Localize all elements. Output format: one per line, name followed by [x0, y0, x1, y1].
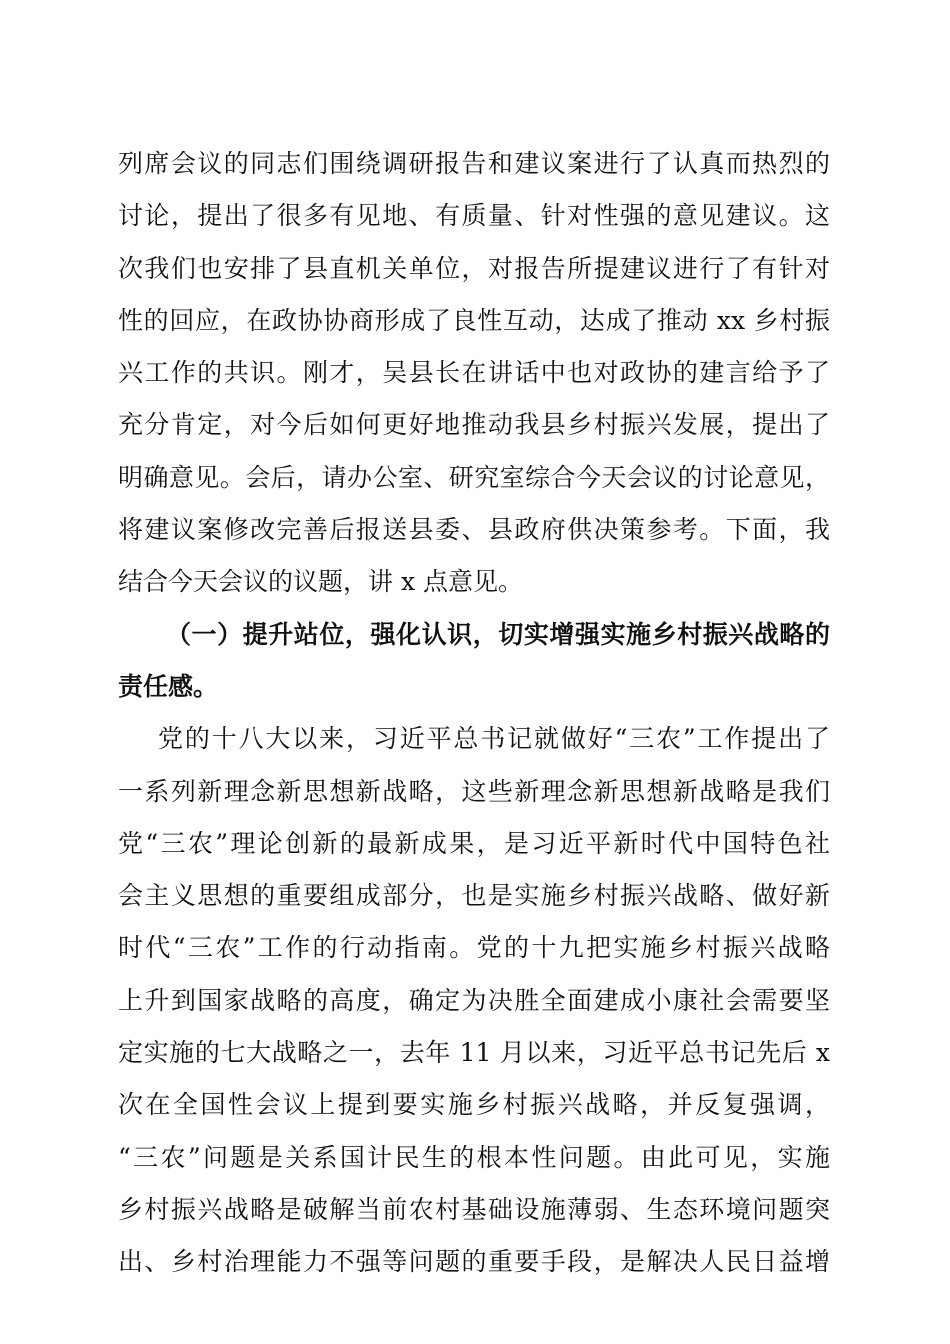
paragraph-line: 次在全国性会议上提到要实施乡村振兴战略，并反复强调，: [118, 1090, 830, 1120]
paragraph-line: 一系列新理念新思想新战略，这些新理念新思想新战略是我们: [118, 776, 830, 806]
paragraph-line: 时代“三农”工作的行动指南。党的十九把实施乡村振兴战略: [118, 933, 830, 963]
paragraph-line: 充分肯定，对今后如何更好地推动我县乡村振兴发展，提出了: [118, 410, 830, 440]
paragraph-line: 会主义思想的重要组成部分，也是实施乡村振兴战略、做好新: [118, 881, 830, 911]
section-heading-line: （一）提升站位，强化认识，切实增强实施乡村振兴战略的: [166, 619, 830, 649]
paragraph-line: 次我们也安排了县直机关单位，对报告所提建议进行了有针对: [118, 253, 830, 283]
paragraph-line: 出、乡村治理能力不强等问题的重要手段，是解决人民日益增: [118, 1247, 830, 1277]
paragraph-line: 党“三农”理论创新的最新成果，是习近平新时代中国特色社: [118, 828, 830, 858]
document-body: [118, 138, 830, 1289]
paragraph-line: 明确意见。会后，请办公室、研究室综合今天会议的讨论意见，: [118, 462, 830, 492]
section-heading-line: 责任感。: [118, 671, 219, 701]
paragraph-line: 结合今天会议的议题，讲 x 点意见。: [118, 567, 523, 597]
paragraph-line: 列席会议的同志们围绕调研报告和建议案进行了认真而热烈的: [118, 149, 830, 178]
paragraph-line: 兴工作的共识。刚才，吴县长在讲话中也对政协的建言给予了: [118, 358, 830, 388]
paragraph-line: 定实施的七大战略之一，去年 11 月以来，习近平总书记先后 x: [118, 1038, 830, 1068]
paragraph-line: 乡村振兴战略是破解当前农村基础设施薄弱、生态环境问题突: [118, 1194, 830, 1224]
paragraph-line: “三农”问题是关系国计民生的根本性问题。由此可见，实施: [118, 1142, 830, 1172]
paragraph-line: 性的回应，在政协协商形成了良性互动，达成了推动 xx 乡村振: [118, 305, 830, 335]
paragraph-line: 党的十八大以来，习近平总书记就做好“三农”工作提出了: [158, 724, 830, 754]
paragraph-line: 上升到国家战略的高度，确定为决胜全面建成小康社会需要坚: [118, 985, 830, 1015]
paragraph-line: 讨论，提出了很多有见地、有质量、针对性强的意见建议。这: [118, 201, 830, 231]
paragraph-line: 将建议案修改完善后报送县委、县政府供决策参考。下面，我: [118, 515, 830, 545]
